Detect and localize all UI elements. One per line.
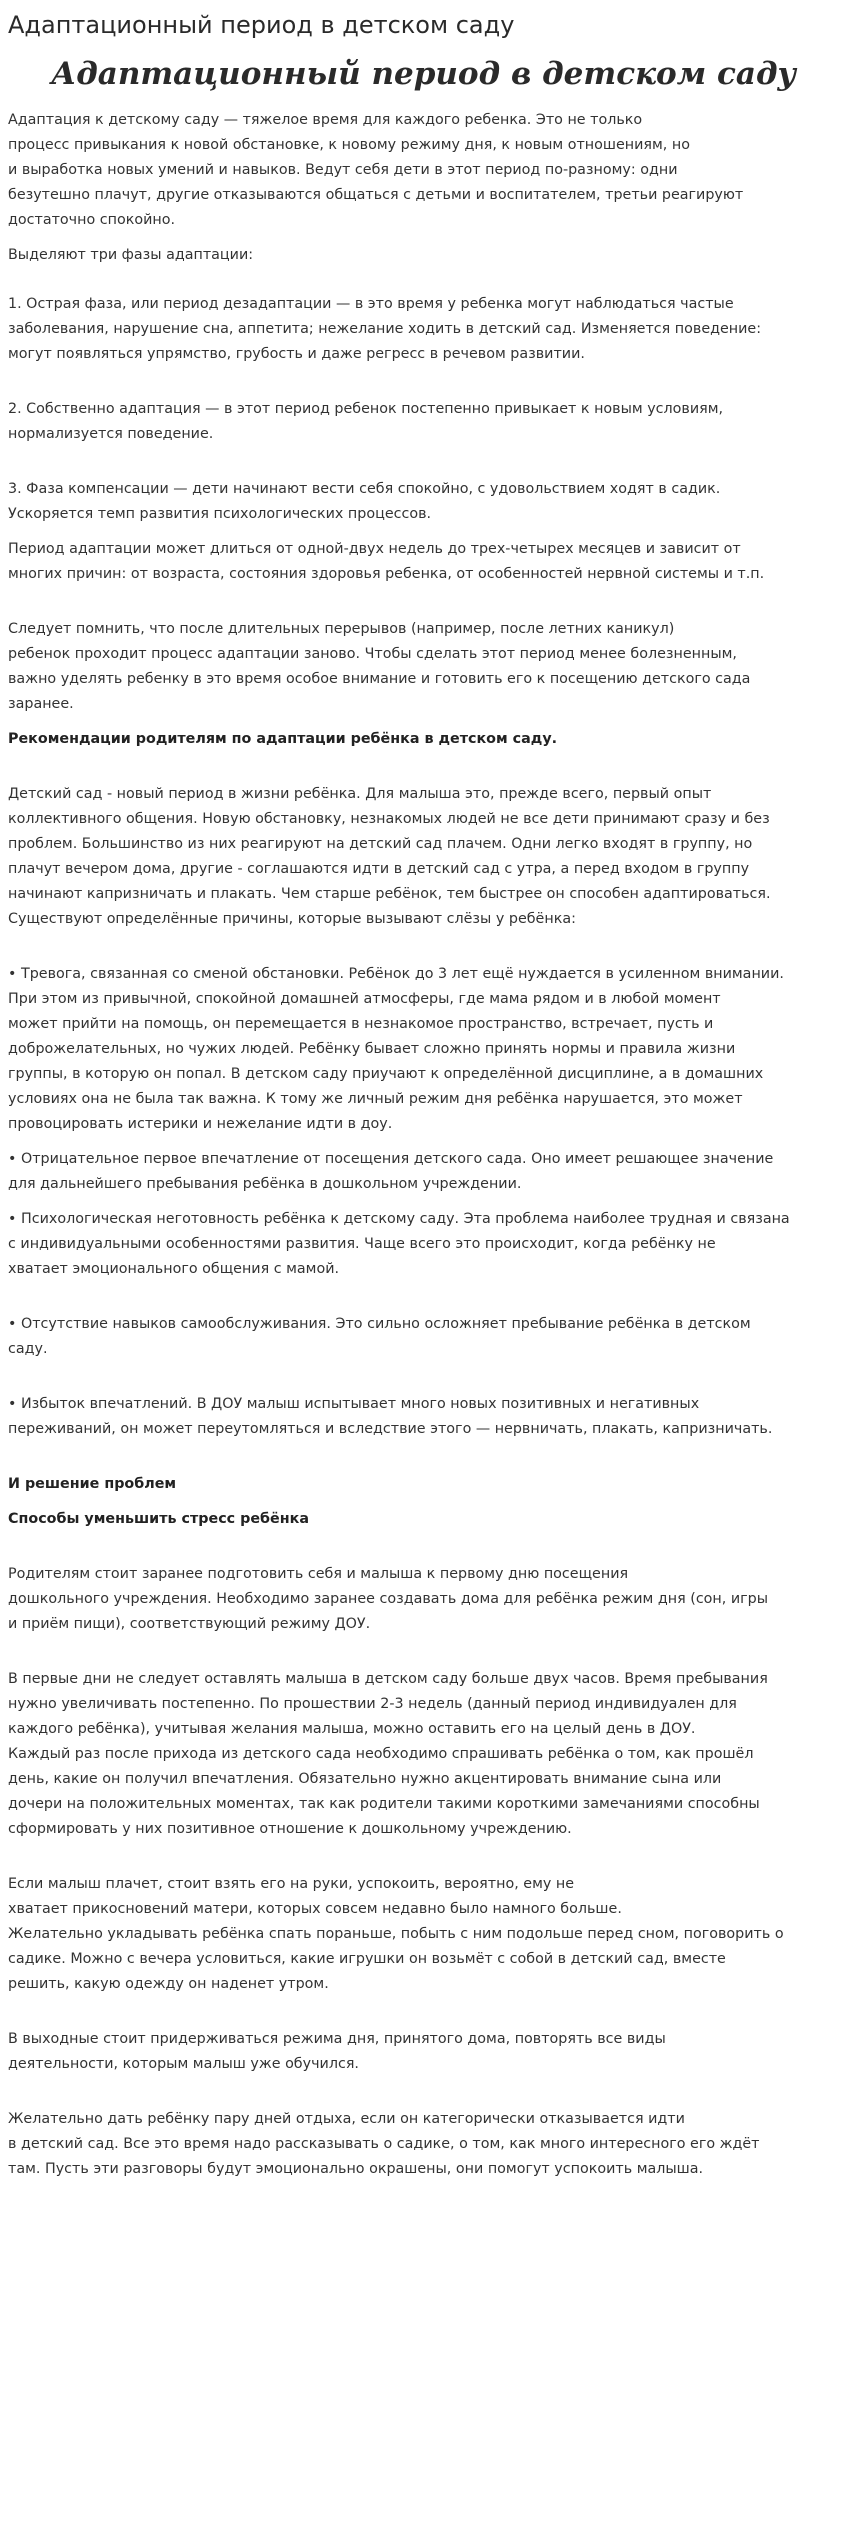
paragraph-line: переживаний, он может переутомляться и вследствие этого — нервничать, плакать, капризничать. (8, 1421, 773, 1437)
paragraph-crying (8, 1872, 839, 1997)
article-heading: Адаптационный период в детском саду (50, 56, 797, 92)
paragraph-line: заранее. (8, 696, 74, 712)
paragraph-line: и приём пищи), соответствующий режиму ДОУ. (8, 1616, 371, 1632)
paragraph-line: садике. Можно с вечера условиться, какие игрушки он возьмёт с собой в детский сад, вместе (8, 1951, 726, 1967)
paragraph-phase-2 (8, 397, 839, 447)
paragraph-line: И решение проблем (8, 1476, 177, 1492)
section-heading-solutions (8, 1472, 839, 1497)
paragraph-line: • Избыток впечатлений. В ДОУ малыш испытывает много новых позитивных и негативных (8, 1396, 700, 1412)
paragraph-duration (8, 537, 839, 587)
paragraph-line: 1. Острая фаза, или период дезадаптации — в это время у ребенка могут наблюдаться частые (8, 296, 734, 312)
paragraph-line: там. Пусть эти разговоры будут эмоционально окрашены, они помогут успокоить малыша. (8, 2161, 704, 2177)
paragraph-line: безутешно плачут, другие отказываются общаться с детьми и воспитателем, третьи реагируют (8, 187, 744, 203)
paragraph-line: • Отрицательное первое впечатление от посещения детского сада. Оно имеет решающее значение (8, 1151, 774, 1167)
paragraph-line: достаточно спокойно. (8, 212, 176, 228)
article-body (8, 108, 839, 2182)
paragraph-line: Существуют определённые причины, которые вызывают слёзы у ребёнка: (8, 911, 576, 927)
paragraph-line: Детский сад - новый период в жизни ребёнка. Для малыша это, прежде всего, первый опыт (8, 786, 712, 802)
paragraph-line: начинают капризничать и плакать. Чем старше ребёнок, тем быстрее он способен адаптироваться. (8, 886, 771, 902)
page-title: Адаптационный период в детском саду (8, 11, 515, 39)
paragraph-line: условиях она не была так важна. К тому же личный режим дня ребёнка нарушается, это может (8, 1091, 743, 1107)
paragraph-cause-impression (8, 1147, 839, 1197)
paragraph-line: 2. Собственно адаптация — в этот период ребенок постепенно привыкает к новым условиям, (8, 401, 724, 417)
paragraph-line: хватает эмоционального общения с мамой. (8, 1261, 340, 1277)
paragraph-line: Желательно дать ребёнку пару дней отдыха, если он категорически отказывается идти (8, 2111, 685, 2127)
paragraph-line: могут появляться упрямство, грубость и даже регресс в речевом развитии. (8, 346, 585, 362)
paragraph-line: многих причин: от возраста, состояния здоровья ребенка, от особенностей нервной системы и т.п. (8, 566, 765, 582)
paragraph-weekends (8, 2027, 839, 2077)
paragraph-line: плачут вечером дома, другие - соглашаются идти в детский сад с утра, а перед входом в группу (8, 861, 750, 877)
paragraph-line: В выходные стоит придерживаться режима дня, принятого дома, повторять все виды (8, 2031, 666, 2047)
paragraph-cause-self-service (8, 1312, 839, 1362)
paragraph-rest-days (8, 2107, 839, 2182)
paragraph-line: дочери на положительных моментах, так как родители такими короткими замечаниями способны (8, 1796, 760, 1812)
paragraph-line: и выработка новых умений и навыков. Ведут себя дети в этот период по-разному: одни (8, 162, 678, 178)
paragraph-phase-3 (8, 477, 839, 527)
section-heading-recommendations (8, 727, 839, 752)
paragraph-line: • Психологическая неготовность ребёнка к детскому саду. Эта проблема наиболее трудная и связана (8, 1211, 790, 1227)
paragraph-line: 3. Фаза компенсации — дети начинают вести себя спокойно, с удовольствием ходят в садик. (8, 481, 721, 497)
paragraph-line: с индивидуальными особенностями развития. Чаще всего это происходит, когда ребёнку не (8, 1236, 716, 1252)
paragraph-line: может прийти на помощь, он перемещается в незнакомое пространство, встречает, пусть и (8, 1016, 714, 1032)
paragraph-line: процесс привыкания к новой обстановке, к новому режиму дня, к новым отношениям, но (8, 137, 690, 153)
paragraph-line: Ускоряется темп развития психологических процессов. (8, 506, 432, 522)
paragraph-line: доброжелательных, но чужих людей. Ребёнку бывает сложно принять нормы и правила жизни (8, 1041, 736, 1057)
paragraph-reminder (8, 617, 839, 717)
paragraph-line: важно уделять ребенку в это время особое внимание и готовить его к посещению детского сада (8, 671, 751, 687)
paragraph-line: день, какие он получил впечатления. Обязательно нужно акцентировать внимание сына или (8, 1771, 722, 1787)
paragraph-cause-anxiety (8, 962, 839, 1137)
paragraph-line: в детский сад. Все это время надо рассказывать о садике, о том, как много интересного его ждёт (8, 2136, 760, 2152)
paragraph-line: проблем. Большинство из них реагируют на детский сад плачем. Одни легко входят в группу, но (8, 836, 753, 852)
paragraph-line: Период адаптации может длиться от одной-двух недель до трех-четырех месяцев и зависит от (8, 541, 741, 557)
paragraph-line: Если малыш плачет, стоит взять его на руки, успокоить, вероятно, ему не (8, 1876, 575, 1892)
paragraph-line: Следует помнить, что после длительных перерывов (например, после летних каникул) (8, 621, 675, 637)
paragraph-line: саду. (8, 1341, 48, 1357)
paragraph-prepare (8, 1562, 839, 1637)
paragraph-line: каждого ребёнка), учитывая желания малыша, можно оставить его на целый день в ДОУ. (8, 1721, 696, 1737)
paragraph-line: группы, в которую он попал. В детском саду приучают к определённой дисциплине, а в домашних (8, 1066, 764, 1082)
paragraph-line: В первые дни не следует оставлять малыша в детском саду больше двух часов. Время пребывания (8, 1671, 768, 1687)
paragraph-line: для дальнейшего пребывания ребёнка в дошкольном учреждении. (8, 1176, 522, 1192)
paragraph-line: деятельности, которым малыш уже обучился. (8, 2056, 359, 2072)
paragraph-line: Каждый раз после прихода из детского сада необходимо спрашивать ребёнка о том, как прошёл (8, 1746, 754, 1762)
paragraph-line: нормализуется поведение. (8, 426, 214, 442)
paragraph-line: Рекомендации родителям по адаптации ребёнка в детском саду. (8, 731, 558, 747)
paragraph-line: дошкольного учреждения. Необходимо заранее создавать дома для ребёнка режим дня (сон, игры (8, 1591, 769, 1607)
paragraph-cause-unreadiness (8, 1207, 839, 1282)
section-heading-stress (8, 1507, 839, 1532)
paragraph-line: Адаптация к детскому саду — тяжелое время для каждого ребенка. Это не только (8, 112, 643, 128)
paragraph-first-days (8, 1667, 839, 1842)
paragraph-phase-1 (8, 292, 839, 367)
paragraph-line: Способы уменьшить стресс ребёнка (8, 1511, 309, 1527)
paragraph-phases-intro (8, 243, 839, 268)
paragraph-line: • Отсутствие навыков самообслуживания. Это сильно осложняет пребывание ребёнка в детском (8, 1316, 751, 1332)
paragraph-line: хватает прикосновений матери, которых совсем недавно было намного больше. (8, 1901, 622, 1917)
paragraph-line: заболевания, нарушение сна, аппетита; нежелание ходить в детский сад. Изменяется поведение: (8, 321, 762, 337)
paragraph-line: Выделяют три фазы адаптации: (8, 247, 254, 263)
paragraph-intro (8, 108, 839, 233)
paragraph-line: Желательно укладывать ребёнка спать пораньше, побыть с ним подольше перед сном, поговорить о (8, 1926, 784, 1942)
paragraph-new-period (8, 782, 839, 932)
paragraph-line: провоцировать истерики и нежелание идти в доу. (8, 1116, 393, 1132)
paragraph-line: нужно увеличивать постепенно. По прошествии 2-3 недель (данный период индивидуален для (8, 1696, 737, 1712)
paragraph-line: коллективного общения. Новую обстановку, незнакомых людей не все дети принимают сразу и без (8, 811, 770, 827)
paragraph-line: решить, какую одежду он наденет утром. (8, 1976, 329, 1992)
paragraph-line: • Тревога, связанная со сменой обстановки. Ребёнок до 3 лет ещё нуждается в усиленном внимании. (8, 966, 784, 982)
paragraph-line: ребенок проходит процесс адаптации заново. Чтобы сделать этот период менее болезненным, (8, 646, 737, 662)
paragraph-line: При этом из привычной, спокойной домашней атмосферы, где мама рядом и в любой момент (8, 991, 721, 1007)
paragraph-cause-overload (8, 1392, 839, 1442)
paragraph-line: Родителям стоит заранее подготовить себя и малыша к первому дню посещения (8, 1566, 629, 1582)
paragraph-line: сформировать у них позитивное отношение к дошкольному учреждению. (8, 1821, 572, 1837)
